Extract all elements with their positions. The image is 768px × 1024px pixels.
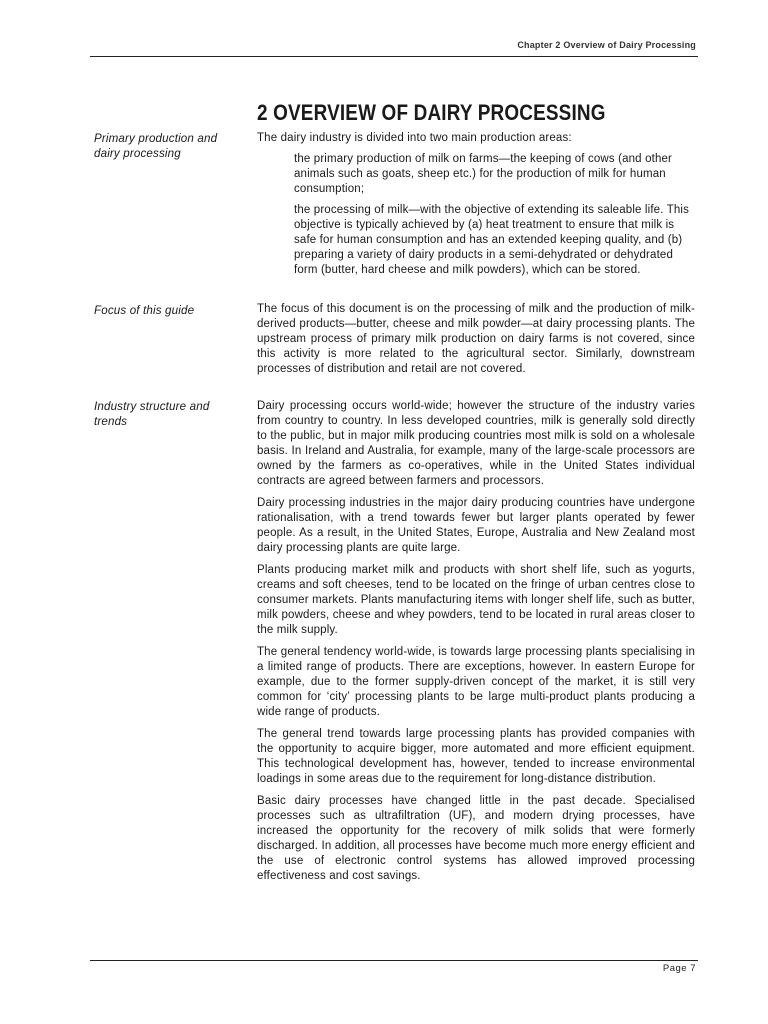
section-focus — [257, 302, 695, 384]
side-heading-primary-production: Primary production and dairy processing — [94, 132, 218, 160]
paragraph: Dairy processing industries in the major dairy producing countries have undergone rationalisation, with a trend towards fewer but larger plants operated by fewer people. As a result, in the United States, Europe, Australia and New Zealand most dairy processing plants are quite large. — [257, 497, 695, 554]
chapter-title: 2 OVERVIEW OF DAIRY PROCESSING — [257, 100, 606, 125]
section-primary-production — [257, 131, 695, 284]
list-item: the primary production of milk on farms—the keeping of cows (and other animals such as goats, sheep etc.) for the production of milk for human consumption; — [294, 153, 673, 195]
paragraph: The focus of this document is on the processing of milk and the production of milk-derived products—butter, cheese and milk powder—at dairy processing plants. The upstream process of primary milk production on dairy farms is not covered, since this activity is more related to the agricultural sector. Similarly, downstream processes of distribution and retail are not covered. — [257, 303, 695, 375]
paragraph: The dairy industry is divided into two main production areas: — [257, 132, 572, 144]
page-number: Page 7 — [662, 963, 696, 974]
running-header: Chapter 2 Overview of Dairy Processing — [517, 40, 696, 50]
side-heading-industry-structure: Industry structure and trends — [94, 400, 210, 428]
paragraph: Dairy processing occurs world-wide; however the structure of the industry varies from country to country. In less developed countries, milk is generally sold directly to the public, but in major milk producing countries most milk is sold on a wholesale basis. In Ireland and Australia, for example, many of the large-scale processors are owned by the farmers as co-operatives, while in the United States individual contracts are agreed between farmers and processors. — [257, 400, 695, 487]
section-industry-structure — [257, 399, 695, 891]
paragraph: Basic dairy processes have changed little in the past decade. Specialised processes such as ultrafiltration (UF), and modern drying processes, have increased the opportunity for the recovery of milk solids that were formerly discharged. In addition, all processes have become much more energy efficient and the use of electronic control systems has allowed improved processing effectiveness and cost savings. — [257, 795, 695, 882]
side-heading-focus: Focus of this guide — [94, 304, 195, 317]
footer-rule — [90, 960, 698, 961]
paragraph: The general tendency world-wide, is towards large processing plants specialising in a limited range of products. There are exceptions, however. In eastern Europe for example, due to the former supply-driven concept of the market, it is still very common for ‘city’ processing plants to be large multi-product plants producing a wide range of products. — [257, 646, 695, 718]
list-item: the processing of milk—with the objective of extending its saleable life. This objective is typically achieved by (a) heat treatment to ensure that milk is safe for human consumption and has an extended keeping quality, and (b) preparing a variety of dairy products in a semi-dehydrated or dehydrated form (butter, hard cheese and milk powders), which can be stored. — [294, 204, 690, 276]
paragraph: Plants producing market milk and products with short shelf life, such as yogurts, creams and soft cheeses, tend to be located on the fringe of urban centres close to consumer markets. Plants manufacturing items with longer shelf life, such as butter, milk powders, cheese and whey powders, tend to be located in rural areas closer to the milk supply. — [257, 564, 695, 636]
header-rule — [90, 56, 698, 57]
paragraph: The general trend towards large processing plants has provided companies with the opportunity to acquire bigger, more automated and more efficient equipment. This technological development has, however, tended to increase environmental loadings in some areas due to the requirement for long-distance distribution. — [257, 728, 695, 785]
